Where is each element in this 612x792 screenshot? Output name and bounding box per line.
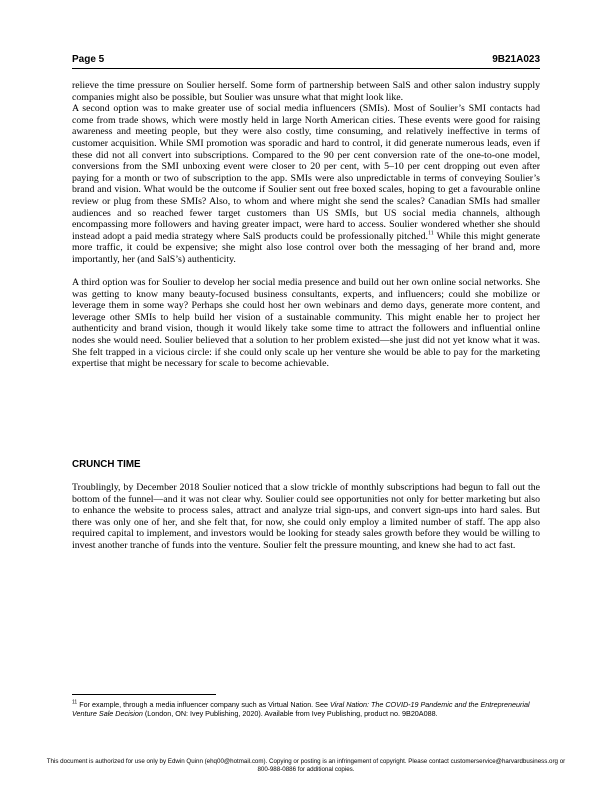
footnote-text-b: (London, ON: Ivey Publishing, 2020). Available from Ivey Publishing, product no. 9B20A088. bbox=[142, 709, 438, 719]
page-number: Page 5 bbox=[72, 54, 105, 65]
copyright-disclaimer bbox=[0, 758, 612, 774]
paragraph-1: relieve the time pressure on Soulier herself. Some form of partnership between SalS and other salon industry supply companies might also be possible, but Soulier was unsure what that might look like. bbox=[72, 80, 540, 103]
section-text bbox=[72, 482, 540, 552]
page-header bbox=[72, 54, 540, 69]
footnote-ref[interactable]: 11 bbox=[428, 230, 434, 237]
section-heading: CRUNCH TIME bbox=[72, 459, 141, 470]
footnote bbox=[72, 700, 542, 719]
footnote-number: 11 bbox=[72, 699, 78, 706]
paragraph-2 bbox=[72, 103, 540, 265]
section-paragraph-1: Troublingly, by December 2018 Soulier noticed that a slow trickle of monthly subscriptions had begun to fall out the bottom of the funnel—and it was not clear why. Soulier could see opportunities not only for better marketing but also to enhance the website to process sales, attract and analyze trial sign-ups, and convert sign-ups into hard sales. But there was only one of her, and she felt that, for now, she could only employ a limited number of staff. The app also required capital to implement, and investors would be looking for steady sales growth before they would be willing to invest another tranche of funds into the venture. Soulier felt the pressure mounting, and knew she had to act fast. bbox=[72, 482, 540, 551]
footnote-divider bbox=[72, 694, 216, 695]
footnote-text-a: For example, through a media influencer company such as Virtual Nation. See bbox=[77, 700, 330, 709]
footnote-title: Viral Nation: The COVID-19 Pandemic and the Entrepreneurial Venture Sale Decision bbox=[72, 700, 530, 719]
disclaimer-line-2: 800-988-0886 for additional copies. bbox=[257, 766, 355, 773]
paragraph-2-text-b: While this might generate more traffic, it could be expensive; she might also lose control over both the messaging of her brand and, more importantly, her (and SalS’s) authenticity. bbox=[72, 230, 540, 265]
case-id: 9B21A023 bbox=[492, 54, 540, 65]
disclaimer-line-1: This document is authorized for use only by Edwin Quinn (ehq00@hotmail.com). Copying or posting is an infringement of copyright. Please contact customerservice@harvardbusiness.org or bbox=[46, 758, 566, 765]
body-text bbox=[72, 80, 540, 370]
paragraph-3: A third option was for Soulier to develop her social media presence and build out her own online social networks. She was getting to know many beauty-focused business consultants, experts, and influencers; could she mobilize or leverage them in some way? Perhaps she could host her own webinars and demo days, generate more content, and leverage other SMIs to help build her vision of a sustainable community. This might enable her to project her authenticity and brand vision, though it would likely take some time to attract the followers and influential online nodes she would need. Soulier believed that a solution to her problem existed—she just did not yet know what it was. She felt trapped in a vicious circle: if she could only scale up her venture she would be able to pay for the marketing expertise that might be necessary for scale to become achievable. bbox=[72, 277, 540, 370]
paragraph-2-text-a: A second option was to make greater use of social media influencers (SMIs). Most of Soulier’s SMI contacts had come from trade shows, which were mostly held in large North American cities. These events were good for raising awareness and meeting people, but they were also costly, time consuming, and relatively ineffective in terms of customer acquisition. While SMI promotion was sporadic and hard to control, it did generate numerous leads, even if these did not all convert into subscriptions. Compared to the 90 per cent conversion rate of the one-to-one model, conversions from the SMI unboxing event were closer to 20 per cent, with 5–10 per cent dropping out even after paying for a month or two of subscription to the app. SMIs were also unpredictable in terms of conveying Soulier’s brand and vision. What would be the outcome if Soulier sent out free boxed scales, hoping to get a favourable online review or plug from these SMIs? Also, to whom and where might she send the scales? Canadian SMIs had smaller audiences and so reached fewer target customers than US SMIs, but US social media channels, although encompassing more followers and having greater impact, were hard to access. Soulier wondered whether she should instead adopt a paid media strategy where SalS products could be professionally pitched. bbox=[72, 103, 540, 242]
